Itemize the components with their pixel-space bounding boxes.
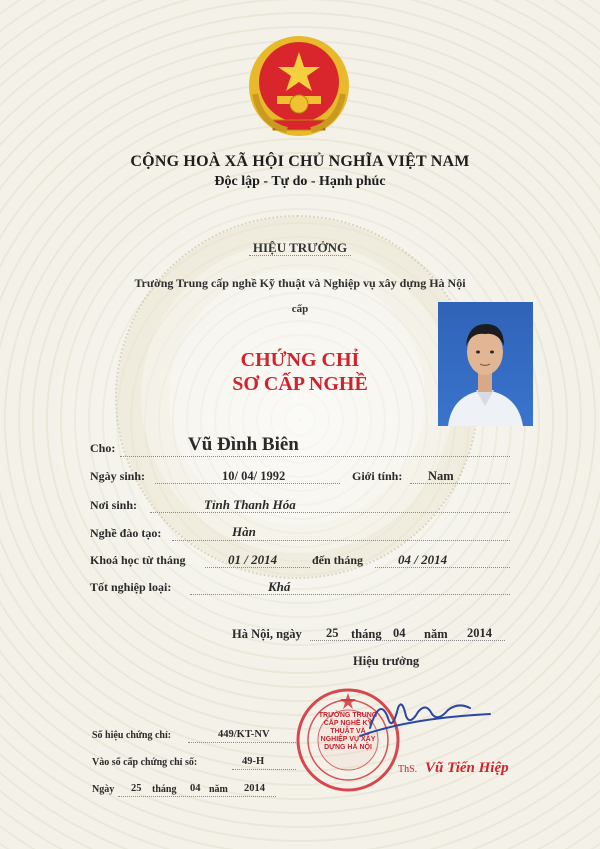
birthplace-label: Nơi sinh: <box>90 498 137 512</box>
birthplace-value: Tỉnh Thanh Hóa <box>204 497 296 512</box>
course-to-value: 04 / 2014 <box>398 552 448 567</box>
gender-dotted-line <box>410 483 510 484</box>
issue-day: 25 <box>326 626 339 640</box>
book-number-dotted-line <box>232 769 296 770</box>
trade-label: Nghề đào tạo: <box>90 526 162 540</box>
issue-place-label: Hà Nội, ngày <box>232 627 302 641</box>
registry-month-label: tháng <box>152 784 177 795</box>
issue-month: 04 <box>393 626 406 640</box>
dob-value: 10/ 04/ 1992 <box>222 469 286 483</box>
cert-number-label: Số hiệu chứng chỉ: <box>92 730 172 741</box>
issue-dotted-line <box>310 640 505 641</box>
grade-value: Khá <box>268 579 291 594</box>
cert-number-value: 449/KT-NV <box>218 729 270 740</box>
registry-day-label: Ngày <box>92 784 115 795</box>
portrait-image <box>438 302 533 426</box>
national-emblem-icon <box>247 34 351 138</box>
issuer-title <box>0 240 600 256</box>
grade-label: Tốt nghiệp loại: <box>90 580 172 594</box>
registry-date-dotted-line <box>118 796 276 797</box>
certificate-title-line2: SƠ CẤP NGHỀ <box>232 373 368 395</box>
holder-photo <box>438 302 533 426</box>
handwritten-signature <box>340 688 500 748</box>
gender-value: Nam <box>428 469 454 483</box>
registry-month: 04 <box>190 783 201 794</box>
course-label: Khoá học từ tháng <box>90 553 186 567</box>
signer-prefix: ThS. <box>398 764 418 775</box>
registry-year: 2014 <box>244 783 265 794</box>
cert-number-dotted-line <box>188 742 296 743</box>
issue-year: 2014 <box>467 626 492 640</box>
bronze-drum-watermark <box>115 215 479 579</box>
gender-label: Giới tính: <box>352 469 403 483</box>
name-dotted-line <box>120 456 510 457</box>
book-number-label: Vào sổ cấp chứng chỉ số: <box>92 757 198 768</box>
holder-name: Vũ Đình Biên <box>188 434 299 455</box>
issue-month-label: tháng <box>351 627 382 641</box>
course-to-label: đến tháng <box>312 553 364 567</box>
dob-label: Ngày sinh: <box>90 469 146 483</box>
certificate-title-line1: CHỨNG CHỈ <box>240 349 360 371</box>
trade-value: Hàn <box>232 524 256 539</box>
signer-name: Vũ Tiến Hiệp <box>425 760 509 776</box>
country-name: CỘNG HOÀ XÃ HỘI CHỦ NGHĨA VIỆT NAM <box>130 153 470 170</box>
school-name: Trường Trung cấp nghề Kỹ thuật và Nghiệp vụ xây dựng Hà Nội <box>134 276 466 290</box>
signer-title: Hiệu trưởng <box>353 654 420 668</box>
grade-dotted-line <box>190 594 510 595</box>
course-from-value: 01 / 2014 <box>228 552 278 567</box>
registry-year-label: năm <box>209 784 228 795</box>
issued-label: cấp <box>291 303 309 315</box>
national-motto: Độc lập - Tự do - Hạnh phúc <box>214 174 386 189</box>
trade-dotted-line <box>172 540 510 541</box>
book-number-value: 49-H <box>242 756 265 767</box>
stamp-text: TRƯỜNG TRUNG CẤP NGHỀ KỸ THUẬT VÀ NGHIỆP VỤ XÂY DỰNG HÀ NỘI <box>318 712 378 751</box>
name-label: Cho: <box>90 441 116 455</box>
registry-day: 25 <box>131 783 142 794</box>
issue-year-label: năm <box>424 627 448 641</box>
issuer-title-text: HIỆU TRƯỞNG <box>249 240 351 256</box>
